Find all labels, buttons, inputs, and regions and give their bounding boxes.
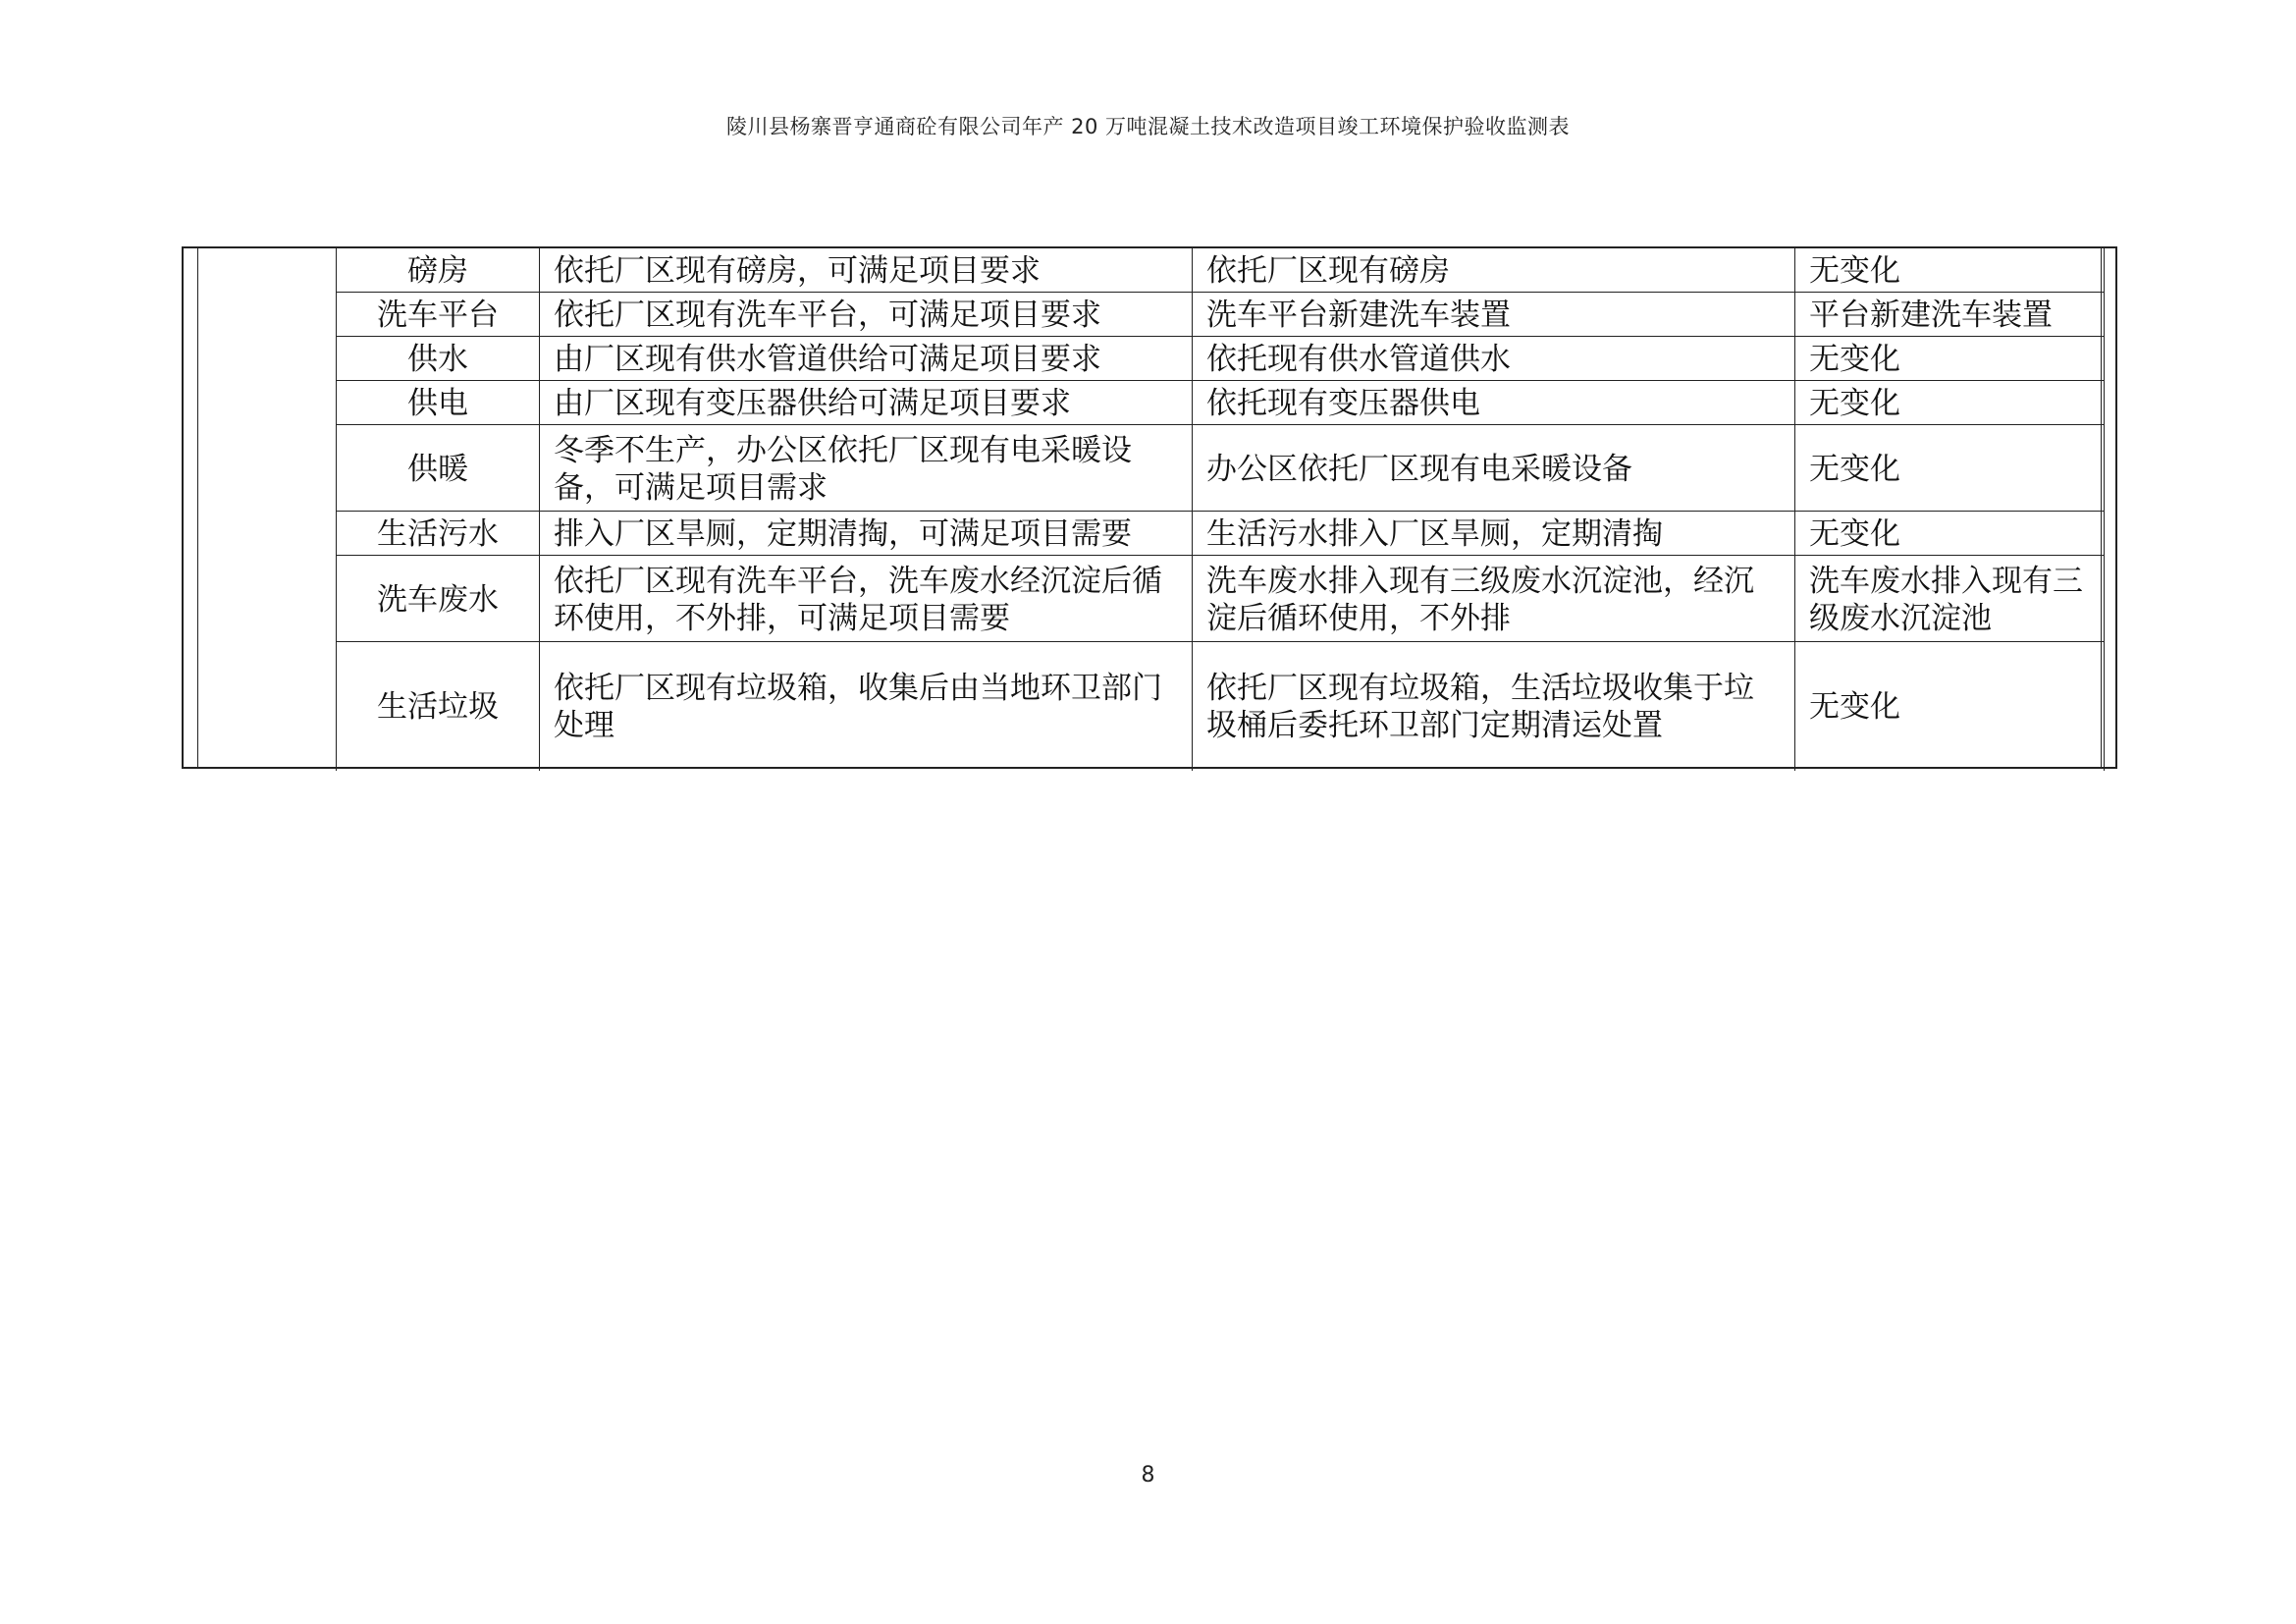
item-cell: 磅房 <box>337 248 540 293</box>
table-row <box>337 642 2105 771</box>
page-header-title: 陵川县杨寨晋亨通商砼有限公司年产 20 万吨混凝土技术改造项目竣工环境保护验收监测表 <box>725 115 1571 138</box>
change-cell: 无变化 <box>1795 512 2105 556</box>
actual-cell: 洗车平台新建洗车装置 <box>1193 293 1795 337</box>
actual-cell: 洗车废水排入现有三级废水沉淀池，经沉淀后循环使用，不外排 <box>1193 556 1795 642</box>
item-cell: 洗车废水 <box>337 556 540 642</box>
table-row <box>337 556 2105 642</box>
item-cell: 生活垃圾 <box>337 642 540 771</box>
requirement-cell: 依托厂区现有垃圾箱，收集后由当地环卫部门处理 <box>540 642 1193 771</box>
table-row <box>337 248 2105 293</box>
requirement-cell: 冬季不生产，办公区依托厂区现有电采暖设备，可满足项目需求 <box>540 425 1193 512</box>
requirement-cell: 由厂区现有供水管道供给可满足项目要求 <box>540 337 1193 381</box>
change-cell: 无变化 <box>1795 248 2105 293</box>
table-row <box>337 293 2105 337</box>
change-cell: 无变化 <box>1795 337 2105 381</box>
change-cell: 无变化 <box>1795 381 2105 425</box>
item-cell: 供暖 <box>337 425 540 512</box>
table-row <box>337 337 2105 381</box>
actual-cell: 依托现有变压器供电 <box>1193 381 1795 425</box>
change-cell: 洗车废水排入现有三级废水沉淀池 <box>1795 556 2105 642</box>
requirement-cell: 由厂区现有变压器供给可满足项目要求 <box>540 381 1193 425</box>
requirement-cell: 依托厂区现有磅房，可满足项目要求 <box>540 248 1193 293</box>
change-cell: 无变化 <box>1795 425 2105 512</box>
actual-cell: 依托厂区现有磅房 <box>1193 248 1795 293</box>
change-cell: 平台新建洗车装置 <box>1795 293 2105 337</box>
item-cell: 洗车平台 <box>337 293 540 337</box>
requirement-cell: 排入厂区旱厕，定期清掏，可满足项目需要 <box>540 512 1193 556</box>
actual-cell: 办公区依托厂区现有电采暖设备 <box>1193 425 1795 512</box>
table-inner-right-border <box>2101 248 2102 767</box>
acceptance-table-frame <box>182 246 2117 769</box>
item-cell: 供电 <box>337 381 540 425</box>
table-row <box>337 512 2105 556</box>
acceptance-table <box>336 248 2105 771</box>
requirement-cell: 依托厂区现有洗车平台，洗车废水经沉淀后循环使用，不外排，可满足项目需要 <box>540 556 1193 642</box>
table-category-column <box>197 248 336 767</box>
page-number: 8 <box>1141 1463 1155 1488</box>
item-cell: 供水 <box>337 337 540 381</box>
actual-cell: 依托现有供水管道供水 <box>1193 337 1795 381</box>
table-row <box>337 381 2105 425</box>
actual-cell: 依托厂区现有垃圾箱，生活垃圾收集于垃圾桶后委托环卫部门定期清运处置 <box>1193 642 1795 771</box>
table-row <box>337 425 2105 512</box>
change-cell: 无变化 <box>1795 642 2105 771</box>
requirement-cell: 依托厂区现有洗车平台，可满足项目要求 <box>540 293 1193 337</box>
item-cell: 生活污水 <box>337 512 540 556</box>
actual-cell: 生活污水排入厂区旱厕，定期清掏 <box>1193 512 1795 556</box>
